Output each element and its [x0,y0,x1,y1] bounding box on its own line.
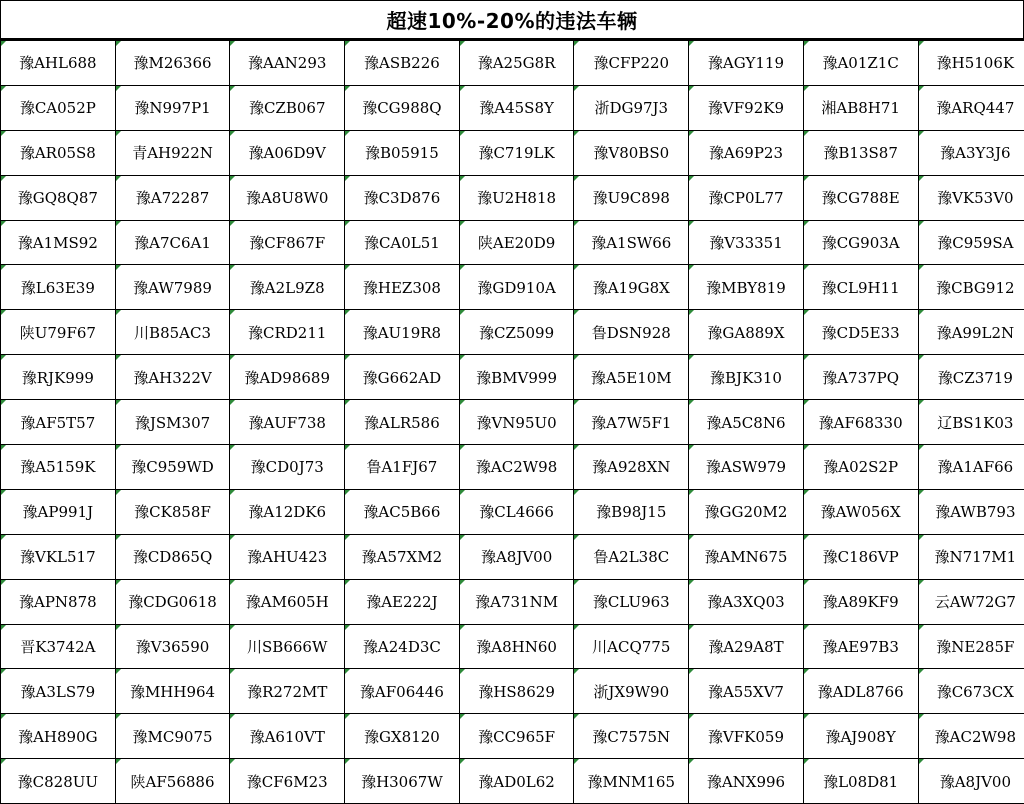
table-row [1,175,1024,220]
plate-cell[interactable]: 豫AC2W98 [459,445,574,490]
plate-cell[interactable]: 豫ANX996 [689,759,804,804]
plate-cell[interactable]: 豫AE97B3 [803,624,918,669]
plate-cell[interactable]: 川ACQ775 [574,624,689,669]
plate-cell[interactable]: 豫A02S2P [803,445,918,490]
plate-cell[interactable]: 豫C959WD [115,445,230,490]
table-row [1,669,1024,714]
plate-cell[interactable]: 豫M26366 [115,41,230,86]
plate-cell[interactable]: 豫CD865Q [115,534,230,579]
plate-cell[interactable]: 豫CZ3719 [918,355,1024,400]
plate-cell[interactable]: 豫AHL688 [1,41,116,86]
plate-cell[interactable]: 豫AC2W98 [918,714,1024,759]
plate-cell[interactable]: 浙DG97J3 [574,85,689,130]
plate-cell[interactable]: 豫U9C898 [574,175,689,220]
plate-cell[interactable]: 豫A72287 [115,175,230,220]
plate-cell[interactable]: 豫A5159K [1,445,116,490]
plate-cell[interactable]: 豫AJ908Y [803,714,918,759]
plate-cell[interactable]: 豫HEZ308 [345,265,460,310]
plate-cell[interactable]: 豫CG903A [803,220,918,265]
plate-cell[interactable]: 豫MHH964 [115,669,230,714]
plate-cell[interactable]: 豫A737PQ [803,355,918,400]
plate-cell[interactable]: 豫V80BS0 [574,130,689,175]
plate-cell[interactable]: 晋K3742A [1,624,116,669]
plate-cell[interactable]: 豫U2H818 [459,175,574,220]
plate-cell[interactable]: 豫A19G8X [574,265,689,310]
plate-cell[interactable]: 豫CD5E33 [803,310,918,355]
sheet-title: 超速10%-20%的违法车辆 [0,0,1024,40]
plate-cell[interactable]: 豫MNM165 [574,759,689,804]
plate-cell[interactable]: 豫C673CX [918,669,1024,714]
plate-cell[interactable]: 豫G662AD [345,355,460,400]
plate-cell[interactable]: 豫AM605H [230,579,345,624]
plate-cell[interactable]: 豫GX8120 [345,714,460,759]
plate-cell[interactable]: 豫AR05S8 [1,130,116,175]
plate-cell[interactable]: 豫CK858F [115,489,230,534]
plate-cell[interactable]: 豫ASB226 [345,41,460,86]
plate-cell[interactable]: 豫AF68330 [803,400,918,445]
plate-cell[interactable]: 豫AF5T57 [1,400,116,445]
plate-cell[interactable]: 豫APN878 [1,579,116,624]
plate-cell[interactable]: 豫VFK059 [689,714,804,759]
plate-cell[interactable]: 豫A2L9Z8 [230,265,345,310]
plate-cell[interactable]: 豫C7575N [574,714,689,759]
table-row [1,624,1024,669]
plate-table-body [1,41,1024,804]
plate-cell[interactable]: 豫ASW979 [689,445,804,490]
plate-cell[interactable]: 豫CC965F [459,714,574,759]
plate-cell[interactable]: 豫A01Z1C [803,41,918,86]
plate-cell[interactable]: 豫B13S87 [803,130,918,175]
plate-cell[interactable]: 陕AF56886 [115,759,230,804]
plate-cell[interactable]: 豫AH322V [115,355,230,400]
plate-cell[interactable]: 豫CG988Q [345,85,460,130]
plate-cell[interactable]: 豫CF6M23 [230,759,345,804]
plate-cell[interactable]: 豫CL4666 [459,489,574,534]
plate-cell[interactable]: 豫VKL517 [1,534,116,579]
plate-cell[interactable]: 豫A8JV00 [459,534,574,579]
plate-cell[interactable]: 豫A928XN [574,445,689,490]
plate-cell[interactable]: 湘AB8H71 [803,85,918,130]
plate-cell[interactable]: 豫A7C6A1 [115,220,230,265]
plate-cell[interactable]: 豫AUF738 [230,400,345,445]
table-row [1,579,1024,624]
table-row [1,85,1024,130]
table-row [1,759,1024,804]
plate-cell[interactable]: 豫A1SW66 [574,220,689,265]
plate-cell[interactable]: 豫CFP220 [574,41,689,86]
plate-cell[interactable]: 豫AH890G [1,714,116,759]
plate-cell[interactable]: 豫C959SA [918,220,1024,265]
plate-cell[interactable]: 豫AHU423 [230,534,345,579]
plate-cell[interactable]: 豫A8U8W0 [230,175,345,220]
plate-cell[interactable]: 豫R272MT [230,669,345,714]
plate-cell[interactable]: 豫AD0L62 [459,759,574,804]
plate-cell[interactable]: 豫CZ5099 [459,310,574,355]
plate-cell[interactable]: 浙JX9W90 [574,669,689,714]
plate-cell[interactable]: 豫AE222J [345,579,460,624]
plate-cell[interactable]: 陕U79F67 [1,310,116,355]
plate-cell[interactable]: 豫CRD211 [230,310,345,355]
plate-cell[interactable]: 豫A69P23 [689,130,804,175]
plate-cell[interactable]: 豫L63E39 [1,265,116,310]
plate-table [0,40,1024,804]
plate-cell[interactable]: 豫HS8629 [459,669,574,714]
table-row [1,220,1024,265]
table-row [1,489,1024,534]
plate-cell[interactable]: 豫BMV999 [459,355,574,400]
plate-cell[interactable]: 豫N997P1 [115,85,230,130]
plate-cell[interactable]: 豫H5106K [918,41,1024,86]
plate-cell[interactable]: 豫VK53V0 [918,175,1024,220]
plate-cell[interactable]: 豫AGY119 [689,41,804,86]
plate-cell[interactable]: 豫L08D81 [803,759,918,804]
plate-cell[interactable]: 鲁A1FJ67 [345,445,460,490]
plate-cell[interactable]: 豫A99L2N [918,310,1024,355]
plate-cell[interactable]: 豫A3LS79 [1,669,116,714]
plate-cell[interactable]: 豫C719LK [459,130,574,175]
plate-cell[interactable]: 豫CBG912 [918,265,1024,310]
plate-cell[interactable]: 青AH922N [115,130,230,175]
plate-cell[interactable]: 豫A8JV00 [918,759,1024,804]
plate-cell[interactable]: 川B85AC3 [115,310,230,355]
plate-cell[interactable]: 豫A57XM2 [345,534,460,579]
plate-cell[interactable]: 豫A610VT [230,714,345,759]
plate-cell[interactable]: 豫VN95U0 [459,400,574,445]
plate-cell[interactable]: 豫AW7989 [115,265,230,310]
plate-cell[interactable]: 豫AD98689 [230,355,345,400]
plate-cell[interactable]: 豫CDG0618 [115,579,230,624]
plate-cell[interactable]: 豫JSM307 [115,400,230,445]
plate-cell[interactable]: 豫V33351 [689,220,804,265]
table-row [1,534,1024,579]
plate-cell[interactable]: 豫A12DK6 [230,489,345,534]
plate-cell[interactable]: 豫AWB793 [918,489,1024,534]
plate-cell[interactable]: 豫CLU963 [574,579,689,624]
plate-cell[interactable]: 豫VF92K9 [689,85,804,130]
plate-cell[interactable]: 豫V36590 [115,624,230,669]
plate-cell[interactable]: 豫A1MS92 [1,220,116,265]
plate-cell[interactable]: 豫AU19R8 [345,310,460,355]
table-row [1,41,1024,86]
plate-cell[interactable]: 豫GG20M2 [689,489,804,534]
plate-cell[interactable]: 豫A45S8Y [459,85,574,130]
plate-cell[interactable]: 豫ADL8766 [803,669,918,714]
plate-cell[interactable]: 豫GD910A [459,265,574,310]
plate-cell[interactable]: 辽BS1K03 [918,400,1024,445]
table-row [1,445,1024,490]
plate-cell[interactable]: 豫A3Y3J6 [918,130,1024,175]
plate-cell[interactable]: 豫C186VP [803,534,918,579]
table-row [1,265,1024,310]
plate-cell[interactable]: 豫AC5B66 [345,489,460,534]
plate-cell[interactable]: 云AW72G7 [918,579,1024,624]
plate-cell[interactable]: 豫A06D9V [230,130,345,175]
plate-cell[interactable]: 川SB666W [230,624,345,669]
plate-cell[interactable]: 豫ARQ447 [918,85,1024,130]
plate-cell[interactable]: 豫AMN675 [689,534,804,579]
plate-cell[interactable]: 豫A29A8T [689,624,804,669]
plate-cell[interactable]: 豫A5C8N6 [689,400,804,445]
plate-cell[interactable]: 豫CZB067 [230,85,345,130]
plate-cell[interactable]: 豫A5E10M [574,355,689,400]
plate-cell[interactable]: 鲁DSN928 [574,310,689,355]
plate-cell[interactable]: 豫NE285F [918,624,1024,669]
plate-cell[interactable]: 鲁A2L38C [574,534,689,579]
plate-cell[interactable]: 豫N717M1 [918,534,1024,579]
table-row [1,714,1024,759]
plate-cell[interactable]: 豫CA052P [1,85,116,130]
plate-cell[interactable]: 豫A731NM [459,579,574,624]
plate-cell[interactable]: 豫B98J15 [574,489,689,534]
plate-cell[interactable]: 豫MBY819 [689,265,804,310]
plate-cell[interactable]: 豫AW056X [803,489,918,534]
plate-cell[interactable]: 豫A89KF9 [803,579,918,624]
plate-cell[interactable]: 豫CP0L77 [689,175,804,220]
plate-cell[interactable]: 豫A7W5F1 [574,400,689,445]
plate-cell[interactable]: 豫GQ8Q87 [1,175,116,220]
plate-cell[interactable]: 豫A24D3C [345,624,460,669]
plate-cell[interactable]: 豫CF867F [230,220,345,265]
plate-cell[interactable]: 豫BJK310 [689,355,804,400]
plate-cell[interactable]: 豫H3067W [345,759,460,804]
plate-cell[interactable]: 豫A3XQ03 [689,579,804,624]
plate-cell[interactable]: 豫CG788E [803,175,918,220]
plate-cell[interactable]: 豫C828UU [1,759,116,804]
plate-cell[interactable]: 豫AF06446 [345,669,460,714]
plate-cell[interactable]: 豫CL9H11 [803,265,918,310]
plate-cell[interactable]: 豫A8HN60 [459,624,574,669]
plate-cell[interactable]: 豫CD0J73 [230,445,345,490]
plate-cell[interactable]: 豫A1AF66 [918,445,1024,490]
plate-cell[interactable]: 豫GA889X [689,310,804,355]
plate-cell[interactable]: 豫AP991J [1,489,116,534]
plate-cell[interactable]: 豫RJK999 [1,355,116,400]
table-row [1,310,1024,355]
plate-cell[interactable]: 豫MC9075 [115,714,230,759]
plate-cell[interactable]: 豫A25G8R [459,41,574,86]
plate-cell[interactable]: 陕AE20D9 [459,220,574,265]
plate-cell[interactable]: 豫A55XV7 [689,669,804,714]
table-row [1,400,1024,445]
plate-cell[interactable]: 豫CA0L51 [345,220,460,265]
plate-cell[interactable]: 豫B05915 [345,130,460,175]
table-row [1,130,1024,175]
plate-cell[interactable]: 豫ALR586 [345,400,460,445]
table-row [1,355,1024,400]
plate-cell[interactable]: 豫C3D876 [345,175,460,220]
plate-cell[interactable]: 豫AAN293 [230,41,345,86]
